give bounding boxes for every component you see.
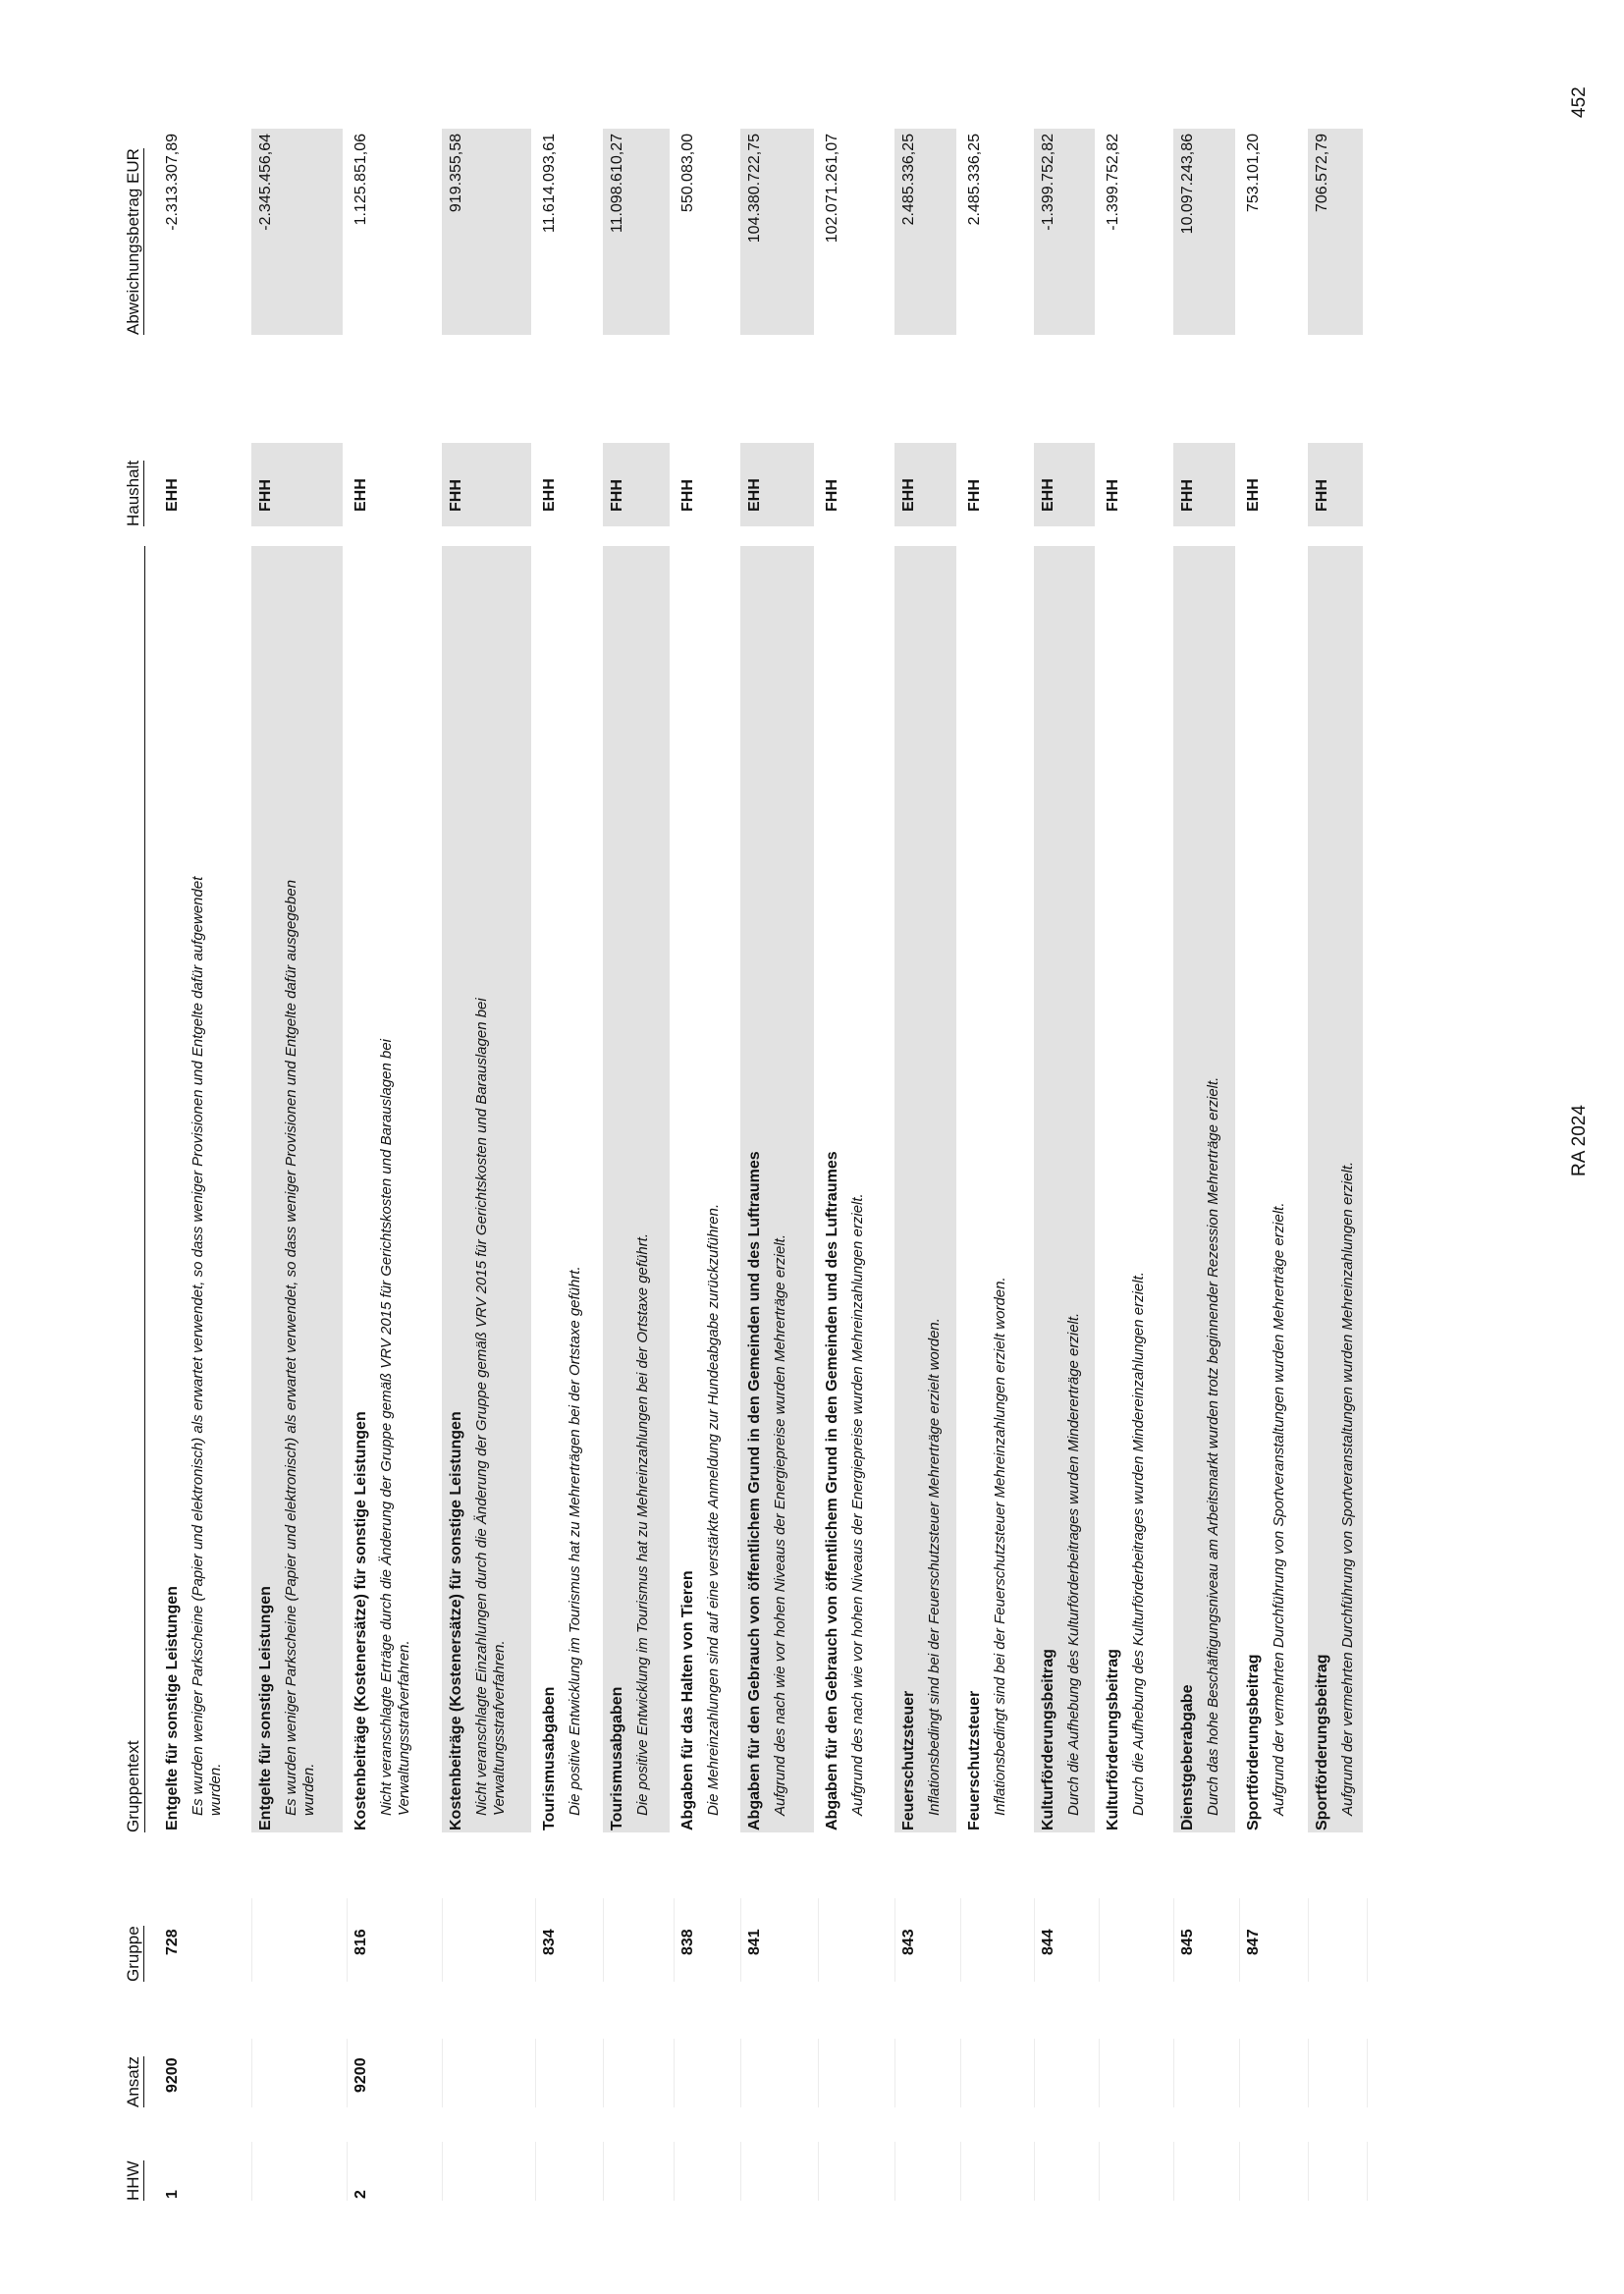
row-description: Die positive Entwicklung im Tourismus hat zu Mehrerträgen bei der Ortstaxe geführt. [567,1266,583,1816]
row-sep-ansatz [740,2039,741,2107]
header-abweichung: Abweichungsbetrag EUR [124,148,142,335]
row-description: Aufgrund der vermehrten Durchführung von Sportveranstaltungen wurden Mehreinzahlungen erzielt. [1339,1161,1356,1816]
row-sep-hhw [818,2142,819,2201]
row-title: Dienstgeberabgabe [1179,1684,1196,1830]
row-sep-hhw [535,2142,536,2201]
row-haushalt: FHH [1105,479,1121,512]
row-amount: 706.572,79 [1314,134,1330,213]
row-amount: 753.101,20 [1245,134,1262,213]
row-sep-gruppe [960,1898,961,1982]
header-gruppentext: Gruppentext [124,1740,142,1832]
row-amount: 11.614.093,61 [541,134,558,234]
row-description: Nicht veranschlagte Einzahlungen durch die Änderung der Gruppe gemäß VRV 2015 für Gerichtskosten und Barauslagen bei [473,998,490,1816]
row-haushalt: FHH [257,479,274,512]
row-title: Entgelte für sonstige Leistungen [164,1586,181,1830]
row-description: Aufgrund der vermehrten Durchführung von Sportveranstaltungen wurden Mehrerträge erzielt. [1271,1202,1287,1816]
row-sep-hhw [442,2142,443,2201]
page-number: 452 [1569,86,1590,118]
row-haushalt: FHH [448,479,464,512]
row-haushalt: FHH [966,479,983,512]
row-gruppe: 816 [352,1929,369,1955]
row-gruppe: 841 [746,1929,763,1955]
row-description: Aufgrund des nach wie vor hohen Niveaus der Energiepreise wurden Mehreinzahlungen erzielt. [849,1193,866,1816]
row-sep-hhw [603,2142,604,2201]
row-title: Tourismusabgaben [609,1686,625,1830]
row-title: Abgaben für den Gebrauch von öffentlichem Grund in den Gemeinden und des Luftraumes [746,1151,763,1830]
row-title: Tourismusabgaben [541,1686,558,1830]
row-description: Verwaltungsstrafverfahren. [491,1640,508,1816]
row-sep-ansatz [1239,2039,1240,2107]
row-title: Kostenbeiträge (Kostenersätze) für sonstige Leistungen [352,1411,369,1830]
row-sep-ansatz [442,2039,443,2107]
row-sep-hhw [1308,2142,1309,2201]
row-sep-gruppe [603,1898,604,1982]
row-gruppe: 728 [164,1929,181,1955]
row-amount: 550.083,00 [679,134,696,213]
row-haushalt: FHH [609,479,625,512]
row-gruppe: 838 [679,1929,696,1955]
row-sep-gruppe [347,1898,348,1982]
row-description: Aufgrund des nach wie vor hohen Niveaus der Energiepreise wurden Mehrerträge erzielt. [772,1234,788,1816]
row-shade-text [1034,546,1095,1832]
row-sep-gruppe [1099,1898,1100,1982]
row-title: Sportförderungsbeitrag [1245,1654,1262,1830]
header-gruppe: Gruppe [124,1926,142,1982]
row-sep-hhw [251,2142,252,2201]
row-description: Durch die Aufhebung des Kulturförderbeitrages wurden Mindererträge erzielt. [1065,1312,1082,1816]
row-title: Abgaben für das Halten von Tieren [679,1570,696,1830]
row-title: Kulturförderungsbeitrag [1105,1649,1121,1830]
row-title: Feuerschutzsteuer [900,1690,917,1830]
row-sep-ansatz [535,2039,536,2107]
row-sep-ansatz [1034,2039,1035,2107]
row-sep-gruppe [1173,1898,1174,1982]
row-title: Kulturförderungsbeitrag [1040,1649,1056,1830]
row-amount: -2.313.307,89 [164,134,181,231]
row-description: Durch die Aufhebung des Kulturförderbeitrages wurden Mindereinzahlungen erzielt. [1130,1272,1147,1816]
row-gruppe: 843 [900,1929,917,1955]
row-description: Inflationsbedingt sind bei der Feuerschutzsteuer Mehreinzahlungen erzielt worden. [992,1277,1008,1816]
row-sep-ansatz [1367,2039,1368,2107]
row-gruppe: 847 [1245,1929,1262,1955]
row-sep-hhw [347,2142,348,2201]
row-amount: -1.399.752,82 [1040,134,1056,231]
row-sep-hhw [1173,2142,1174,2201]
row-sep-gruppe [894,1898,895,1982]
row-sep-hhw [740,2142,741,2201]
header-ansatz: Ansatz [124,2056,142,2107]
row-sep-gruppe [1308,1898,1309,1982]
row-amount: -2.345.456,64 [257,134,274,231]
row-sep-gruppe [535,1898,536,1982]
row-sep-ansatz [251,2039,252,2107]
row-ansatz: 9200 [164,2057,181,2093]
row-description: wurden. [300,1763,317,1816]
row-sep-gruppe [1367,1898,1368,1982]
row-sep-ansatz [1308,2039,1309,2107]
row-description: wurden. [207,1763,224,1816]
row-amount: 2.485.336,25 [966,134,983,226]
row-haushalt: EHH [746,478,763,512]
row-haushalt: EHH [900,478,917,512]
row-sep-gruppe [818,1898,819,1982]
report-label: RA 2024 [1569,1105,1590,1176]
row-description: Die positive Entwicklung im Tourismus hat zu Mehreinzahlungen bei der Ortstaxe geführt. [634,1232,651,1816]
row-amount: 104.380.722,75 [746,134,763,244]
row-description: Es wurden weniger Parkscheine (Papier und elektronisch) als erwartet verwendet, so dass weniger Provisionen und Entgelte dafür aufgewendet [189,876,206,1816]
row-sep-ansatz [347,2039,348,2107]
row-hhw: 2 [352,2190,369,2199]
row-haushalt: EHH [541,478,558,512]
row-sep-gruppe [1034,1898,1035,1982]
row-description: Es wurden weniger Parkscheine (Papier und elektronisch) als erwartet verwendet, so dass weniger Provisionen und Entgelte dafür ausgegeben [283,879,299,1816]
row-gruppe: 845 [1179,1929,1196,1955]
row-sep-hhw [1367,2142,1368,2201]
row-sep-ansatz [960,2039,961,2107]
row-sep-gruppe [442,1898,443,1982]
row-sep-ansatz [1099,2039,1100,2107]
row-amount: -1.399.752,82 [1105,134,1121,231]
row-sep-ansatz [674,2039,675,2107]
row-sep-gruppe [1239,1898,1240,1982]
row-amount: 919.355,58 [448,134,464,213]
row-sep-hhw [1099,2142,1100,2201]
row-haushalt: EHH [1245,478,1262,512]
row-sep-hhw [674,2142,675,2201]
row-haushalt: EHH [164,478,181,512]
row-amount: 2.485.336,25 [900,134,917,226]
row-sep-ansatz [818,2039,819,2107]
row-sep-gruppe [251,1898,252,1982]
row-description: Inflationsbedingt sind bei der Feuerschutzsteuer Mehrerträge erzielt worden. [926,1318,943,1816]
row-ansatz: 9200 [352,2057,369,2093]
header-hhw: HHW [124,2160,142,2201]
row-amount: 1.125.851,06 [352,134,369,226]
row-sep-gruppe [740,1898,741,1982]
row-sep-ansatz [894,2039,895,2107]
row-amount: 102.071.261,07 [824,134,840,244]
row-description: Durch das hohe Beschäftigungsniveau am Arbeitsmarkt wurden trotz beginnender Rezession Mehrerträge erzielt. [1205,1076,1221,1816]
row-hhw: 1 [164,2190,181,2199]
row-amount: 11.098.610,27 [609,134,625,234]
row-gruppe: 834 [541,1929,558,1955]
header-underline [144,546,145,1832]
row-haushalt: FHH [679,479,696,512]
row-amount: 10.097.243,86 [1179,134,1196,235]
row-title: Feuerschutzsteuer [966,1690,983,1830]
row-description: Verwaltungsstrafverfahren. [396,1640,412,1816]
row-gruppe: 844 [1040,1929,1056,1955]
row-description: Nicht veranschlagte Erträge durch die Änderung der Gruppe gemäß VRV 2015 für Gerichtskosten und Barauslagen bei [378,1038,395,1816]
row-sep-hhw [894,2142,895,2201]
row-haushalt: EHH [352,478,369,512]
row-haushalt: EHH [1040,478,1056,512]
row-haushalt: FHH [1314,479,1330,512]
row-sep-hhw [1034,2142,1035,2201]
row-sep-hhw [1239,2142,1240,2201]
row-description: Die Mehreinzahlungen sind auf eine verstärkte Anmeldung zur Hundeabgabe zurückzuführen. [705,1203,722,1816]
row-title: Abgaben für den Gebrauch von öffentlichem Grund in den Gemeinden und des Luftraumes [824,1151,840,1830]
row-sep-ansatz [1173,2039,1174,2107]
row-sep-ansatz [603,2039,604,2107]
row-sep-gruppe [674,1898,675,1982]
row-haushalt: FHH [824,479,840,512]
row-haushalt: FHH [1179,479,1196,512]
row-title: Kostenbeiträge (Kostenersätze) für sonstige Leistungen [448,1411,464,1830]
header-haushalt: Haushalt [124,460,142,526]
row-sep-hhw [960,2142,961,2201]
row-title: Entgelte für sonstige Leistungen [257,1586,274,1830]
row-title: Sportförderungsbeitrag [1314,1654,1330,1830]
